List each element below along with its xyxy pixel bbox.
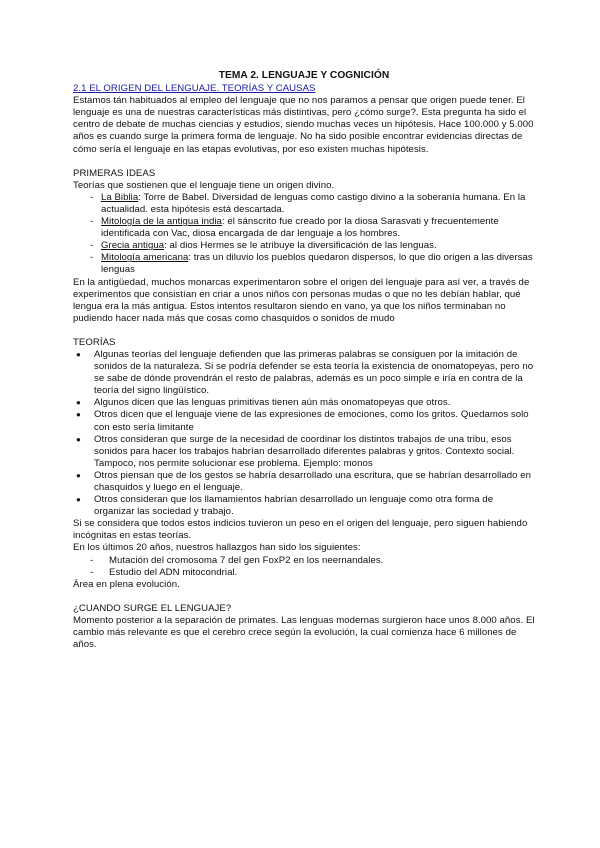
list-item xyxy=(73,192,535,216)
list-item: - Estudio del ADN mitocondrial. xyxy=(73,567,535,579)
item-text: : el sánscrito fue creado por la diosa Sarasvati y frecuentemente identificada con Vac, diosa encargada de dar lenguaje a los hombres. xyxy=(101,216,499,240)
cuando-text: Momento posterior a la separación de primates. Las lenguas modernas surgieron hace unos 8.000 años. El cambio más relevante es que el cerebro crece según la evolución, la cual comienza hace 6 millones de años. xyxy=(73,614,535,651)
list-item: - Mutación del cromosoma 7 del gen FoxP2 en los neernandales. xyxy=(73,555,535,567)
teorias-heading: TEORÍAS xyxy=(73,336,116,348)
item-term: La Biblia xyxy=(101,191,139,203)
area-note: Área en plena evolución. xyxy=(73,578,180,590)
item-term: Mitología de la antigua india xyxy=(101,216,222,228)
hallazgos-list xyxy=(73,555,535,579)
list-item xyxy=(73,216,535,240)
item-term: Grecia antigua xyxy=(101,240,165,252)
list-item xyxy=(73,240,535,252)
list-item: ● Otros dicen que el lenguaje viene de las expresiones de emociones, como los gritos. Quedamos solo con esto sería limitante xyxy=(73,409,535,433)
item-term: Mitología americana xyxy=(101,252,189,264)
teorias-list xyxy=(73,349,535,518)
primeras-closing: En la antigüedad, muchos monarcas experimentaron sobre el origen del lenguaje para así ver, a través de experimentos que consistían en criar a unos niños con personas mudas o que no les debían hablar, qué lengua era la más antigua. Estos intentos resultaron siendo en vano, ya que los niños terminaban no pudiendo hacer nada más que cosas como chasquidos o sonidos de mudo xyxy=(73,276,530,324)
list-item xyxy=(73,252,535,276)
item-text: : tras un diluvio los pueblos quedaron dispersos, lo que dio origen a las diversas lenguas xyxy=(101,252,533,276)
primeras-list xyxy=(73,192,535,277)
hallazgos-lead: En los últimos 20 años, nuestros hallazgos han sido los siguientes: xyxy=(73,542,361,554)
primeras-lead: Teorías que sostienen que el lenguaje tiene un origen divino. xyxy=(73,179,335,191)
teorias-after: Si se considera que todos estos indicios tuvieron un peso en el origen del lenguaje, pero siguen habiendo incógnitas en estas teorías. xyxy=(73,518,528,542)
document-title: TEMA 2. LENGUAJE Y COGNICIÓN xyxy=(218,70,390,81)
list-item: ● Algunas teorías del lenguaje defienden que las primeras palabras se consiguen por la imitación de sonidos de la naturaleza. Si se podría defender se esta teoría la existencia de onomatopeyas, pero no se sabe de dónde provendrán el resto de palabras, además es un poco simple e iría en contra de la teoría del signo lingüístico. xyxy=(73,349,535,397)
list-item: ● Otros consideran que surge de la necesidad de coordinar los distintos trabajos de una tribu, esos sonidos para hacer los trabajos habrían desarrollado diferentes palabras y gritos. Contexto social. Tampoco, nos permite solucionar ese problema. Ejemplo: monos xyxy=(73,434,535,470)
list-item: ● Otros piensan que de los gestos se habría desarrollado una escritura, que se habrían desarrollado en chasquidos y luego en el lenguaje. xyxy=(73,470,535,494)
document-page xyxy=(73,70,535,651)
section-subtitle: 2.1 EL ORIGEN DEL LENGUAJE. TEORÍAS Y CAUSAS xyxy=(73,83,316,95)
primeras-heading: PRIMERAS IDEAS xyxy=(73,167,156,179)
list-item: ● Algunos dicen que las lenguas primitivas tienen aún más onomatopeyas que otros. xyxy=(73,397,535,409)
list-item: ● Otros consideran que los llamamientos habrían desarrollado un lenguaje como otra forma de organizar las sociedad y trabajo. xyxy=(73,494,535,518)
intro-paragraph: Estamos tán habituados al empleo del lenguaje que no nos paramos a pensar que origen puede tener. El lenguaje es una de nuestras características más distintivas, pero ¿cómo surge?. Esta pregunta ha sido el centro de debate de muchas ciencias y estudios, siendo muchas veces un hipótesis. Hace 100.000 y 5.000 años es cuando surge la primera forma de lenguaje. No ha sido posible encontrar evidencias directas de cómo sería el lenguaje en las etapas evolutivas, por eso existen muchas hipótesis. xyxy=(73,95,534,155)
item-text: : Torre de Babel. Diversidad de lenguas como castigo divino a la soberanía humana. En la actualidad. esta hipótesis está descartada. xyxy=(101,191,526,215)
item-text: : al dios Hermes se le atribuye la diversificación de las lenguas. xyxy=(164,240,437,252)
cuando-heading: ¿CUANDO SURGE EL LENGUAJE? xyxy=(73,602,232,614)
